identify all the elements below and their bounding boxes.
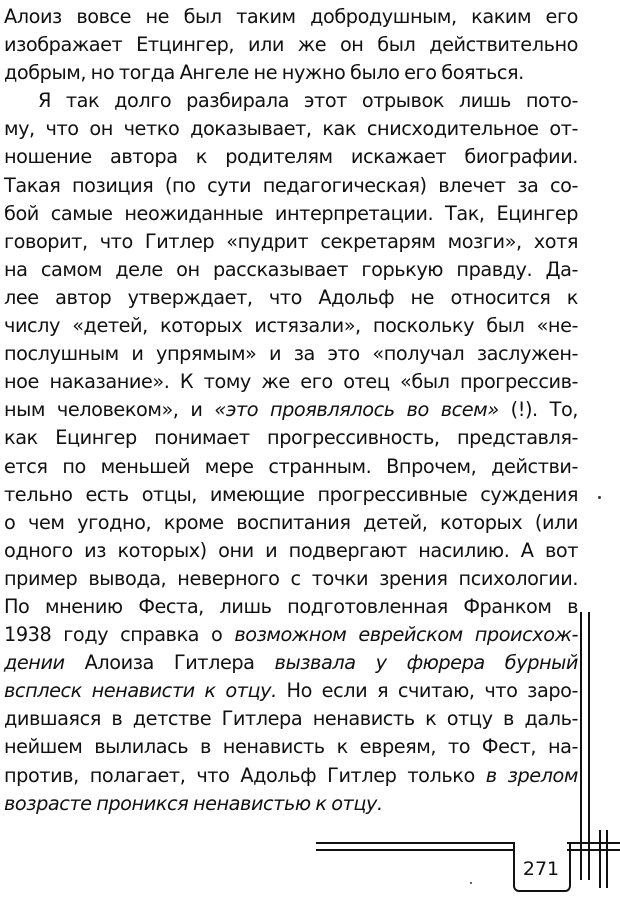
text-line xyxy=(4,59,578,87)
text-line xyxy=(4,453,578,481)
text-segment: тельно есть отцы, имеющие прогрессивные суждения xyxy=(4,482,578,506)
text-segment: говорит, что Гитлер «пудрит секретарям мозги», хотя xyxy=(4,229,578,253)
text-line xyxy=(4,762,578,790)
text-segment: му, что он четко доказывает, как снисходительное от- xyxy=(4,117,578,141)
text-line xyxy=(4,733,578,761)
italic-text: дении xyxy=(4,651,65,675)
text-segment: числу «детей, которых истязали», поскольку был «не- xyxy=(4,314,578,338)
text-segment: бой самые неожиданные интерпретации. Так, Ецингер xyxy=(4,201,578,225)
text-segment: (!). То, xyxy=(498,398,578,422)
italic-text: возможном еврейском происхож- xyxy=(234,623,579,647)
text-line xyxy=(4,424,578,452)
text-segment: послушным и упрямым» и за это «получал заслужен- xyxy=(4,342,578,366)
scan-speck xyxy=(470,882,472,884)
text-segment: как Ецингер понимает прогрессивность, представля- xyxy=(4,426,578,450)
text-line xyxy=(4,509,578,537)
text-line xyxy=(4,705,578,733)
text-line xyxy=(4,481,578,509)
body-text xyxy=(4,3,578,818)
text-segment: пример вывода, неверного с точки зрения психологии. xyxy=(4,566,578,590)
text-line xyxy=(4,143,578,171)
text-segment: дившаяся в детстве Гитлера ненависть к отцу в даль- xyxy=(4,707,578,731)
text-segment: По мнению Феста, лишь подготовленная Франком в xyxy=(4,594,578,618)
italic-text: «это проявлялось во всем» xyxy=(214,398,499,422)
italic-text: вызвала у фюрера бурный xyxy=(274,651,578,675)
text-segment: нейшем вылилась в ненависть к евреям, то Фест, на- xyxy=(4,735,578,759)
text-line xyxy=(4,115,578,143)
italic-text: всплеск ненависти к отцу. xyxy=(4,679,277,703)
text-line xyxy=(4,340,578,368)
text-segment: Алоиза Гитлера xyxy=(64,651,275,675)
vertical-rule-outer-right xyxy=(606,830,608,888)
text-segment: Я так долго разбирала этот отрывок лишь пото- xyxy=(38,89,578,113)
text-segment: о чем угодно, кроме воспитания детей, которых (или xyxy=(4,510,578,534)
vertical-rule-left xyxy=(580,612,582,880)
text-segment: на самом деле он рассказывает горькую правду. Да- xyxy=(4,257,578,281)
text-segment: 1938 году справка о xyxy=(4,623,235,647)
text-line xyxy=(4,677,578,705)
text-line xyxy=(4,31,578,59)
text-segment: Алоиз вовсе не был таким добродушным, каким его xyxy=(4,5,578,28)
italic-text: в зрелом xyxy=(485,763,578,787)
text-line xyxy=(4,312,578,340)
text-line xyxy=(4,3,578,31)
text-segment: ное наказание». К тому же его отец «был прогрессив- xyxy=(4,370,578,394)
text-line xyxy=(4,621,578,649)
vertical-rule-right xyxy=(588,612,590,880)
text-line xyxy=(4,256,578,284)
text-line xyxy=(4,593,578,621)
text-line xyxy=(4,649,578,677)
footer-rule-right-top xyxy=(567,842,620,844)
text-segment: ным человеком», и xyxy=(4,398,215,422)
text-line xyxy=(4,284,578,312)
text-segment: лее автор утверждает, что Адольф не относится к xyxy=(4,285,578,309)
text-line xyxy=(4,172,578,200)
vertical-rule-outer-left xyxy=(599,830,601,888)
footer-rule-bottom xyxy=(316,849,514,851)
page-number: 271 xyxy=(522,858,560,880)
text-segment: ется по меньшей мере странным. Впрочем, действи- xyxy=(4,454,578,478)
italic-text: возрасте проникся ненавистью к отцу. xyxy=(4,791,383,815)
footer-rule-right-bottom xyxy=(567,849,620,851)
text-line xyxy=(4,396,578,424)
text-line xyxy=(4,565,578,593)
text-line xyxy=(4,368,578,396)
text-segment: Но если я считаю, что заро- xyxy=(276,679,578,703)
scan-speck xyxy=(598,496,601,499)
text-segment: изображает Етцингер, или же он был действительно xyxy=(4,33,578,57)
text-segment: Такая позиция (по сути педагогическая) влечет за со- xyxy=(4,173,578,197)
text-segment: против, полагает, что Адольф Гитлер только xyxy=(4,763,486,787)
text-segment: добрым, но тогда Ангеле не нужно было его бояться. xyxy=(4,61,524,85)
text-line xyxy=(4,87,578,115)
footer-rule-top xyxy=(316,842,514,844)
text-line xyxy=(4,200,578,228)
text-line xyxy=(4,790,578,818)
text-segment: одного из которых) они и подвергают насилию. А вот xyxy=(4,538,578,562)
text-segment: ношение автора к родителям искажает биографии. xyxy=(4,145,578,169)
text-line xyxy=(4,228,578,256)
text-line xyxy=(4,537,578,565)
